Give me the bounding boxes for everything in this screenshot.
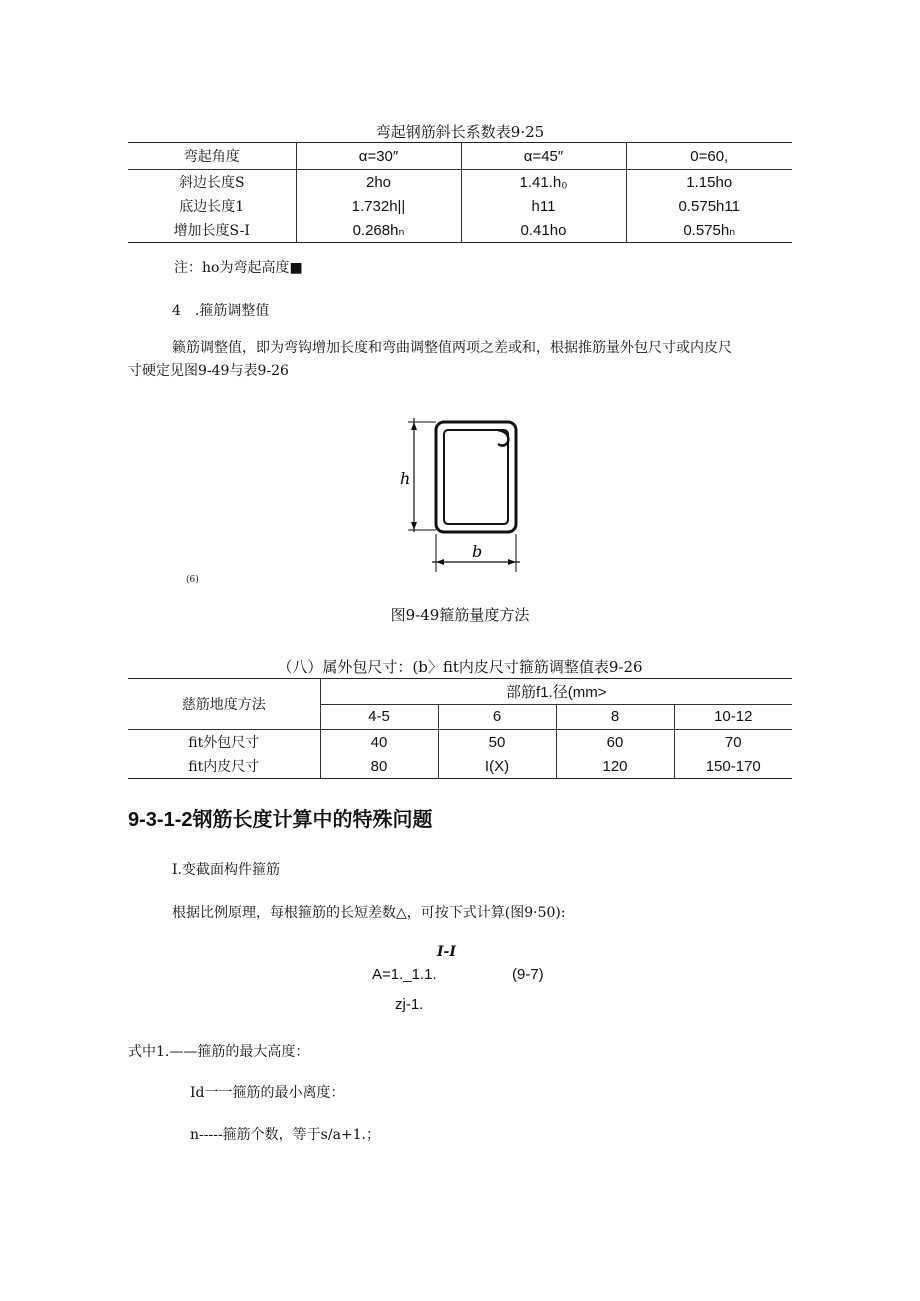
- table-cell: 0.575h11: [626, 194, 792, 218]
- definition-line: Id一一箍筋的最小离度：: [190, 1085, 345, 1101]
- table-header-cell: 6: [438, 704, 556, 730]
- width-label: b: [472, 542, 483, 561]
- table-cell: I(X): [438, 754, 556, 779]
- table-row: [128, 754, 792, 779]
- table-header-cell: 4-5: [320, 704, 438, 730]
- table-header-cell: α=45″: [461, 143, 626, 170]
- table-cell: 2ho: [296, 170, 461, 195]
- table-header-cell: 弯起角度: [128, 143, 296, 170]
- table-cell: 60: [556, 730, 674, 755]
- table1-caption: 弯起钢筋斜长系数表9·25: [375, 123, 545, 141]
- table-header-cell: 8: [556, 704, 674, 730]
- figure-tag: (6): [186, 575, 199, 585]
- table-header-cell: α=30″: [296, 143, 461, 170]
- stirrup-adjustment-table: [128, 678, 792, 779]
- table-header-row: [128, 679, 792, 705]
- formula-numerator: I-I: [437, 944, 456, 960]
- formula-main: A=1._1.1.: [372, 966, 437, 983]
- table-cell: 0.575hₙ: [626, 218, 792, 243]
- table-cell: 50: [438, 730, 556, 755]
- table-cell: 40: [370, 733, 388, 751]
- table-cell: 80: [370, 757, 388, 775]
- table-cell: 120: [556, 754, 674, 779]
- stirrup-diagram: [392, 412, 532, 577]
- table-cell: 底边长度1: [179, 199, 245, 215]
- bend-coefficient-table: [128, 142, 792, 243]
- table1-note: 注：ho为弯起高度■: [174, 260, 303, 276]
- paragraph-line-1: 籁筋调整值，即为弯钩增加长度和弯曲调整值两项之差或和，根据推筋量外包尺寸或内皮尺: [172, 340, 732, 356]
- definition-line: n-----箍筋个数，等于s/a+1.；: [190, 1127, 381, 1143]
- table-header-cell: 慈筋地度方法: [128, 679, 320, 730]
- section-heading: 9-3-1-2钢筋长度计算中的特殊问题: [128, 809, 433, 831]
- table-cell: 1.732h||: [296, 194, 461, 218]
- table-cell: 70: [674, 730, 792, 755]
- table-row: [128, 194, 792, 218]
- formula-number: (9-7): [512, 966, 544, 983]
- paragraph: 根据比例原理，每根箍筋的长短差数△，可按下式计算(图9·50):: [172, 905, 566, 921]
- table-row: [128, 730, 792, 755]
- table-header-cell: 0=60,: [626, 143, 792, 170]
- figure-caption: 图9-49箍筋量度方法: [390, 606, 530, 624]
- table-cell: 斜边长度S: [178, 175, 245, 191]
- definition-line: 式中1.——箍筋的最大高度：: [128, 1044, 310, 1060]
- table-cell: 1.41.h₀: [461, 170, 626, 195]
- table-cell: fit内皮尺寸: [128, 754, 320, 779]
- table-row: [128, 170, 792, 195]
- table-group-header: 部筋f1.径(mm>: [320, 679, 792, 705]
- paragraph-line-2: 寸硬定见图9-49与表9-26: [128, 363, 289, 379]
- height-label: h: [400, 469, 411, 488]
- formula-denominator: zj-1.: [395, 996, 424, 1013]
- table-cell: fit外包尺寸: [128, 730, 320, 755]
- subsection-title: I.变截面构件箍筋: [172, 862, 280, 878]
- section-4-title: 4 .箍筋调整值: [172, 303, 270, 319]
- table-header-row: [128, 143, 792, 170]
- table-cell: h11: [461, 194, 626, 218]
- table-cell: 0.41ho: [461, 218, 626, 243]
- table-header-cell: 10-12: [674, 704, 792, 730]
- table-cell: 增加长度S-I: [173, 223, 250, 239]
- table-cell: 0.268hₙ: [296, 218, 461, 243]
- table2-caption: （八）属外包尺寸：(b〉fit内皮尺寸箍筋调整值表9-26: [277, 658, 643, 676]
- table-row: [128, 218, 792, 243]
- table-cell: 150-170: [674, 754, 792, 779]
- table-cell: 1.15ho: [626, 170, 792, 195]
